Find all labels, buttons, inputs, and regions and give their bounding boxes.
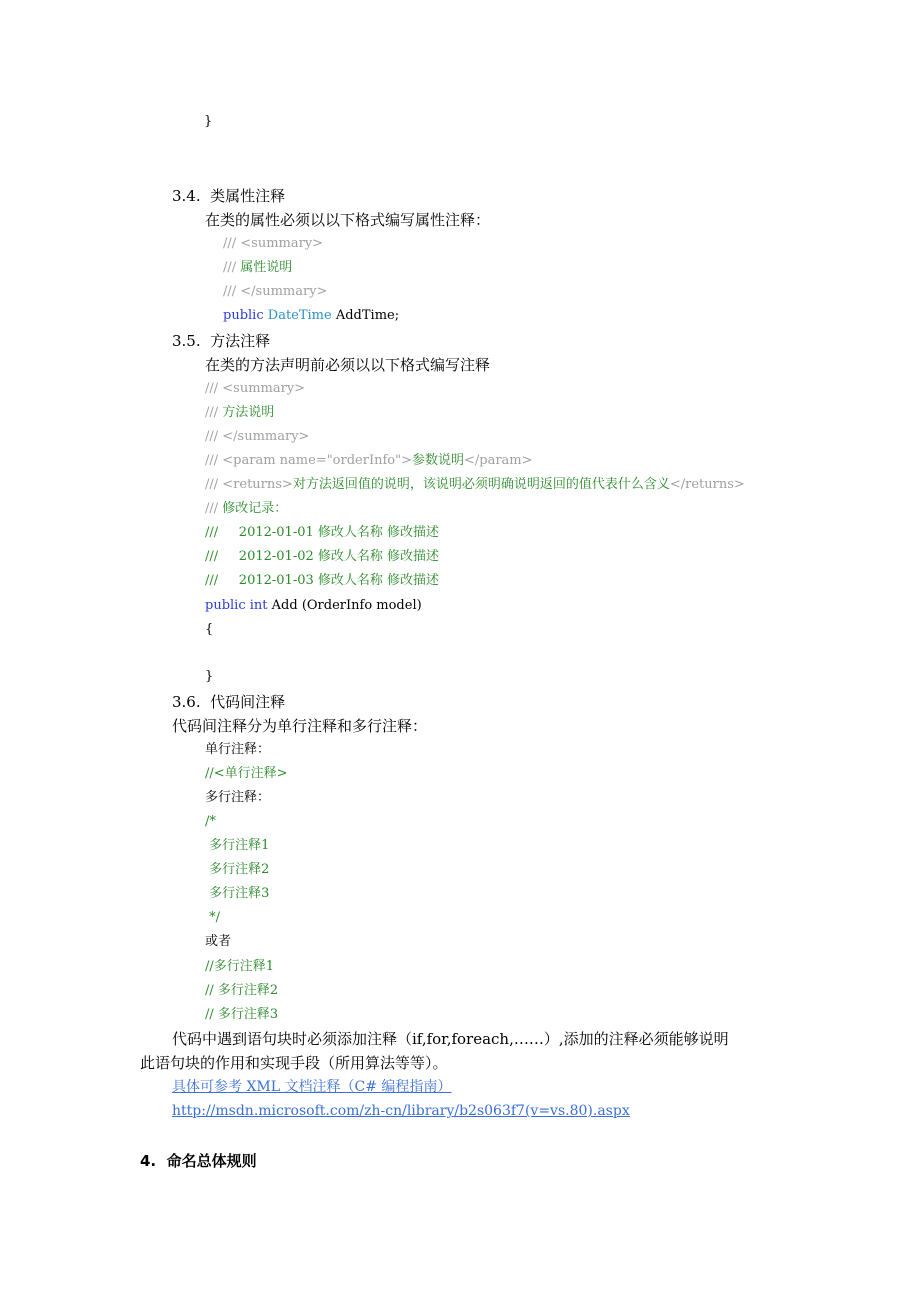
alt-comment-line: // 多行注释3 xyxy=(205,1007,279,1022)
comment-prefix: /// xyxy=(205,381,223,396)
xml-tag: </param> xyxy=(464,453,533,468)
section-3-6-heading: 3.6. 代码间注释 xyxy=(172,693,286,711)
comment-prefix: /// xyxy=(223,236,241,251)
multi-line-close: */ xyxy=(205,910,221,925)
section-3-4-heading: 3.4. 类属性注释 xyxy=(172,187,286,205)
code-line-change-entry: /// 2012-01-01 修改人名称 修改描述 xyxy=(205,525,440,540)
section-3-6-description: 代码间注释分为单行注释和多行注释： xyxy=(172,717,428,735)
comment-text: 参数说明 xyxy=(411,453,464,468)
code-line-summary-text xyxy=(223,256,292,280)
xml-tag: <summary> xyxy=(240,236,324,251)
single-line-label: 单行注释： xyxy=(205,742,271,757)
comment-text: 方法说明 xyxy=(222,405,275,420)
code-line-change-log xyxy=(205,497,287,521)
xml-tag: </summary> xyxy=(222,429,310,444)
reference-link[interactable]: 具体可参考 XML 文档注释（C# 编程指南） xyxy=(172,1079,452,1095)
comment-text: 对方法返回值的说明，该说明必须明确说明返回的值代表什么含义 xyxy=(292,477,670,492)
comment-prefix: /// xyxy=(205,477,223,492)
code-closing-brace: } xyxy=(204,114,213,129)
code-line-summary-close xyxy=(223,280,327,304)
code-line-property xyxy=(223,304,399,328)
identifier: AddTime; xyxy=(331,308,400,323)
code-open-brace: { xyxy=(205,622,214,637)
code-line-returns xyxy=(205,473,745,497)
comment-prefix: /// xyxy=(205,405,223,420)
single-line-example: //<单行注释> xyxy=(205,766,288,781)
xml-tag: </returns> xyxy=(669,477,745,492)
comment-prefix: /// xyxy=(205,453,223,468)
identifier: Add (OrderInfo model) xyxy=(267,598,422,613)
code-line-summary-close xyxy=(205,425,309,449)
alt-comment-line: //多行注释1 xyxy=(205,959,275,974)
code-line-summary-text xyxy=(205,401,274,425)
code-close-brace: } xyxy=(205,669,214,684)
section-4-heading: 4. 命名总体规则 xyxy=(140,1152,257,1170)
comment-text: 属性说明 xyxy=(240,260,293,275)
reference-url-link[interactable]: http://msdn.microsoft.com/zh-cn/library/b2s063f7(v=vs.80).aspx xyxy=(172,1103,630,1119)
xml-tag: <summary> xyxy=(222,381,306,396)
section-3-4-description: 在类的属性必须以以下格式编写属性注释： xyxy=(205,211,491,229)
multi-line-item: 多行注释3 xyxy=(205,886,270,901)
keyword: public xyxy=(223,308,264,323)
code-line-summary-open xyxy=(223,232,323,256)
code-line-summary-open xyxy=(205,377,305,401)
xml-tag: <param name="orderInfo"> xyxy=(222,453,412,468)
type-name: DateTime xyxy=(267,308,332,323)
section-3-5-heading: 3.5. 方法注释 xyxy=(172,332,271,350)
keyword: int xyxy=(249,598,268,613)
comment-prefix: /// xyxy=(223,260,241,275)
comment-prefix: /// xyxy=(223,284,241,299)
comment-prefix: /// xyxy=(205,501,223,516)
alt-comment-line: // 多行注释2 xyxy=(205,983,279,998)
multi-line-item: 多行注释1 xyxy=(205,838,270,853)
code-line-change-entry: /// 2012-01-03 修改人名称 修改描述 xyxy=(205,573,440,588)
xml-tag: </summary> xyxy=(240,284,328,299)
paragraph-line: 代码中遇到语句块时必须添加注释（if,for,foreach,……）,添加的注释必须能够说明 xyxy=(172,1030,729,1048)
code-line-param xyxy=(205,449,533,473)
multi-line-open: /* xyxy=(205,814,216,829)
keyword: public xyxy=(205,598,246,613)
multi-line-label: 多行注释： xyxy=(205,790,271,805)
or-label: 或者 xyxy=(205,934,232,949)
code-line-change-entry: /// 2012-01-02 修改人名称 修改描述 xyxy=(205,549,440,564)
comment-text: 修改记录： xyxy=(222,501,288,516)
section-3-5-description: 在类的方法声明前必须以以下格式编写注释 xyxy=(205,356,491,374)
multi-line-item: 多行注释2 xyxy=(205,862,270,877)
xml-tag: <returns> xyxy=(222,477,293,492)
paragraph-line: 此语句块的作用和实现手段（所用算法等等）。 xyxy=(140,1054,448,1072)
comment-prefix: /// xyxy=(205,429,223,444)
code-line-method-signature xyxy=(205,594,422,618)
